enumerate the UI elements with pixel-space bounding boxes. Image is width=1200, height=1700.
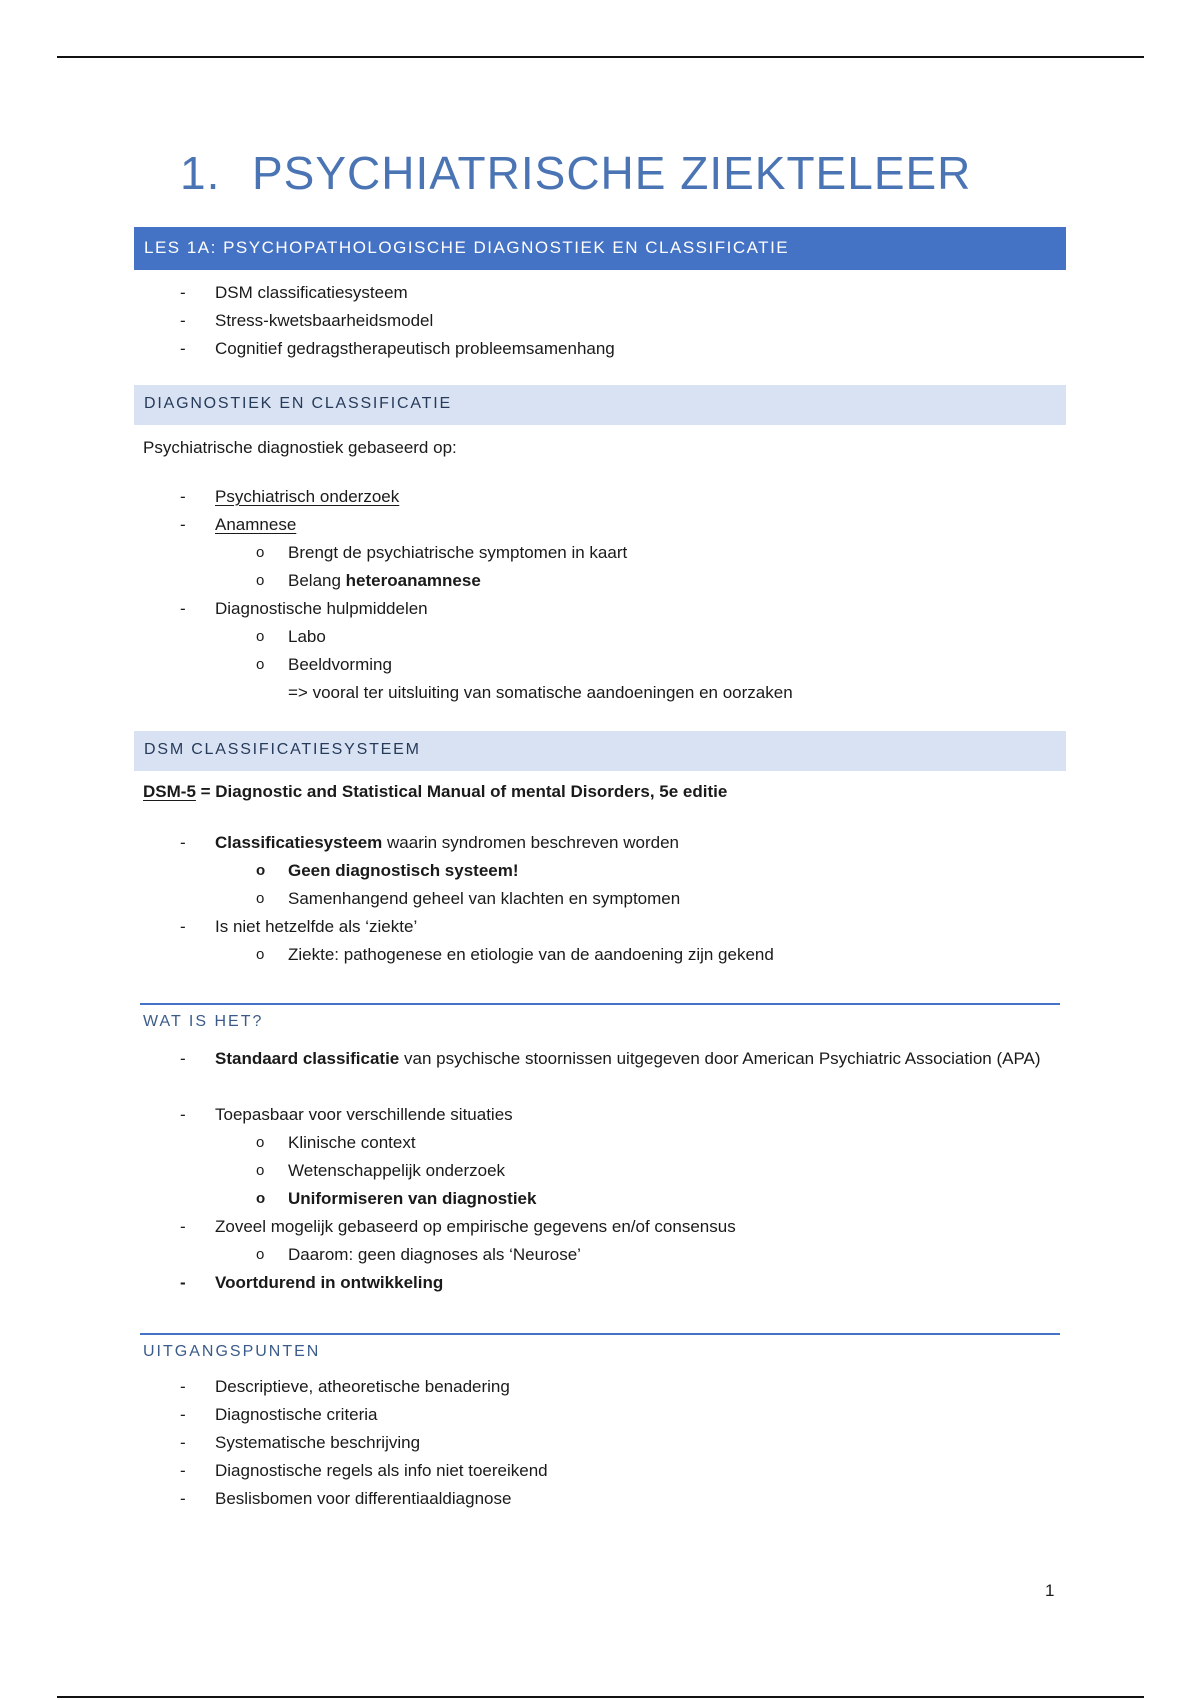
diagnostiek-item-3: - Diagnostische hulpmiddelen <box>215 599 428 619</box>
lesson-item-3: - Cognitief gedragstherapeutisch probleemsamenhang <box>215 339 615 359</box>
lesson-item-1: - DSM classificatiesysteem <box>215 283 408 303</box>
wat-item-2-sub-2: o Wetenschappelijk onderzoek <box>288 1161 505 1181</box>
diagnostiek-item-2-text: Anamnese <box>215 515 297 534</box>
bottom-rule <box>57 1696 1144 1698</box>
chapter-title <box>180 146 971 200</box>
dsm-item-2-sub-1: o Ziekte: pathogenese en etiologie van de aandoening zijn gekend <box>288 945 774 965</box>
page-number: 1 <box>1045 1581 1055 1600</box>
uitgangspunt-item-3: - Systematische beschrijving <box>215 1433 420 1453</box>
diagnostiek-item-3-sub-1: o Labo <box>288 627 326 647</box>
dsm-item-1-sub-2: o Samenhangend geheel van klachten en symptomen <box>288 889 680 909</box>
wat-item-2-sub-1: o Klinische context <box>288 1133 416 1153</box>
wat-item-1 <box>215 1046 1050 1072</box>
sub-2-bold: heteroanamnese <box>345 571 481 590</box>
wat-item-2: - Toepasbaar voor verschillende situaties <box>215 1105 513 1125</box>
dsm-item-1-sub-1: o Geen diagnostisch systeem! <box>288 861 519 881</box>
chapter-number: 1. <box>180 147 221 199</box>
dsm-item-1 <box>215 833 679 853</box>
dsm-item-1-rest: waarin syndromen beschreven worden <box>382 833 679 852</box>
dsm-definition <box>143 782 727 802</box>
dsm-definition-label: DSM-5 <box>143 782 196 801</box>
diagnostiek-item-2-sub-1: o Brengt de psychiatrische symptomen in kaart <box>288 543 627 563</box>
section-heading-diagnostiek: DIAGNOSTIEK EN CLASSIFICATIE <box>134 385 1066 425</box>
diagnostiek-item-1 <box>215 487 399 507</box>
uitgangspunt-item-5: - Beslisbomen voor differentiaaldiagnose <box>215 1489 511 1509</box>
wat-item-1-rest: van psychische stoornissen uitgegeven door American Psychiatric Association (APA) <box>399 1049 1041 1068</box>
chapter-title-text: PSYCHIATRISCHE ZIEKTELEER <box>252 147 972 199</box>
dsm-definition-rest: = Diagnostic and Statistical Manual of mental Disorders, 5e editie <box>195 782 728 801</box>
wat-item-1-bold: Standaard classificatie <box>215 1049 400 1068</box>
diagnostiek-intro: Psychiatrische diagnostiek gebaseerd op: <box>143 438 457 457</box>
wat-item-3: - Zoveel mogelijk gebaseerd op empirische gegevens en/of consensus <box>215 1217 736 1237</box>
dsm-item-1-bold: Classificatiesysteem <box>215 833 383 852</box>
wat-item-3-sub-1: o Daarom: geen diagnoses als ‘Neurose’ <box>288 1245 581 1265</box>
section-heading-dsm: DSM CLASSIFICATIESYSTEEM <box>134 731 1066 771</box>
top-rule <box>57 56 1144 58</box>
uitgangspunt-item-2: - Diagnostische criteria <box>215 1405 378 1425</box>
uitgangspunt-item-1: - Descriptieve, atheoretische benadering <box>215 1377 510 1397</box>
subheading-wat-is-het: WAT IS HET? <box>140 1003 1060 1031</box>
sub-2-prefix: Belang <box>288 571 346 590</box>
lesson-heading: LES 1A: PSYCHOPATHOLOGISCHE DIAGNOSTIEK EN CLASSIFICATIE <box>134 227 1066 270</box>
uitgangspunt-item-4: - Diagnostische regels als info niet toereikend <box>215 1461 548 1481</box>
subheading-uitgangspunten: UITGANGSPUNTEN <box>140 1333 1060 1361</box>
diagnostiek-item-1-text: Psychiatrisch onderzoek <box>215 487 400 506</box>
wat-item-4: - Voortdurend in ontwikkeling <box>215 1273 443 1293</box>
diagnostiek-item-3-note: => vooral ter uitsluiting van somatische aandoeningen en oorzaken <box>288 683 793 702</box>
diagnostiek-item-3-sub-2: o Beeldvorming <box>288 655 392 675</box>
dsm-item-2: - Is niet hetzelfde als ‘ziekte’ <box>215 917 417 937</box>
wat-item-2-sub-3: o Uniformiseren van diagnostiek <box>288 1189 536 1209</box>
diagnostiek-item-2-sub-2 <box>288 571 481 591</box>
lesson-item-2: - Stress-kwetsbaarheidsmodel <box>215 311 433 331</box>
diagnostiek-item-2 <box>215 515 296 535</box>
